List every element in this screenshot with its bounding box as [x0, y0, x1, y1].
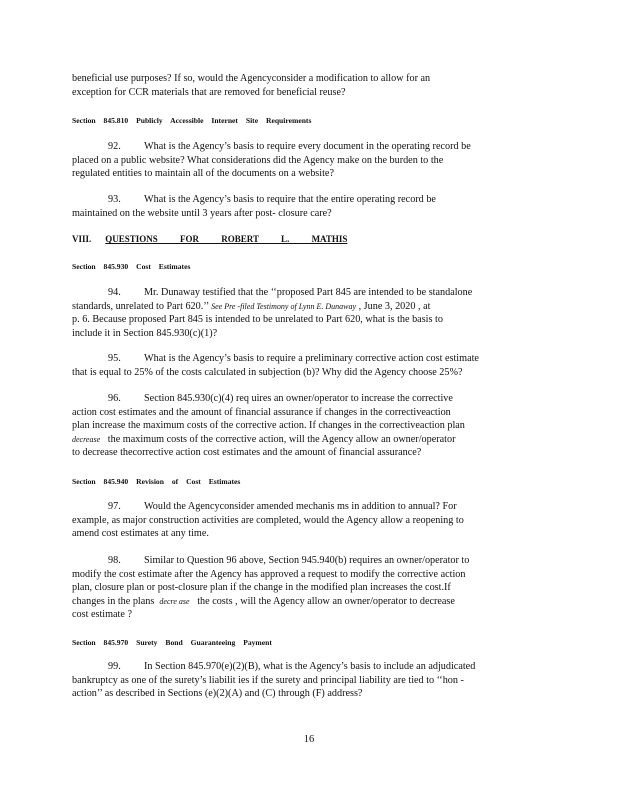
text-line: example, as major construction activities are completed, would the Agency allow a reopening to — [72, 514, 464, 526]
question-number: 94. — [108, 287, 121, 298]
text-line: bankruptcy as one of the surety’s liabilit ies if the surety and principal liability are tied to ‘‘hon - — [72, 674, 464, 686]
question-number: 96. — [108, 393, 121, 404]
section-title-viii — [72, 234, 360, 244]
intro-paragraph — [72, 72, 538, 99]
question-98 — [72, 554, 538, 622]
text-segment: the maximum costs of the corrective action, will the Agency allow an owner/operator — [107, 433, 456, 445]
text-segment: standards, unrelated to Part 620.’’ — [72, 300, 209, 312]
text-line: regulated entities to maintain all of the documents on a website? — [72, 168, 334, 180]
text-line: to decrease thecorrective action cost estimates and the amount of financial assurance? — [72, 447, 422, 459]
text-line: Similar to Question 96 above, Section 945.940(b) requires an owner/operator to — [144, 555, 470, 566]
text-line: action’’ as described in Sections (e)(2)(A) and (C) through (F) address? — [72, 688, 363, 700]
text-line: amend cost estimates at any time. — [72, 528, 209, 540]
text-line: cost estimate ? — [72, 609, 132, 621]
text-line: that is equal to 25% of the costs calculated in subjection (b)? Why did the Agency choose 25%? — [72, 366, 463, 378]
citation-italic: See Pre -filed Testimony of Lynn E. Dunaway — [211, 301, 357, 311]
question-97 — [72, 500, 538, 541]
text-line: action cost estimates and the amount of financial assurance if changes in the correctiveaction — [72, 406, 451, 418]
question-number: 99. — [108, 661, 121, 672]
section-heading-845-930: Section 845.930 Cost Estimates — [72, 262, 191, 271]
question-number: 95. — [108, 353, 121, 364]
question-number: 98. — [108, 555, 121, 566]
text-line: Would the Agencyconsider amended mechanis ms in addition to annual? For — [144, 501, 457, 512]
section-heading-845-810: Section 845.810 Publicly Accessible Internet Site Requirements — [72, 116, 312, 125]
text-line: beneficial use purposes? If so, would the Agencyconsider a modification to allow for an — [72, 73, 431, 84]
section-roman-numeral: VIII. — [72, 234, 92, 244]
section-heading-845-940: Section 845.940 Revision of Cost Estimates — [72, 477, 241, 486]
question-number: 93. — [108, 194, 121, 205]
text-line: plan increase the maximum costs of the corrective action. If changes in the correctiveaction plan — [72, 420, 465, 432]
question-95 — [72, 352, 538, 379]
text-line: Section 845.930(c)(4) req uires an owner/operator to increase the corrective — [144, 393, 453, 404]
text-line: What is the Agency’s basis to require that the entire operating record be — [144, 194, 436, 205]
text-segment: , June 3, 2020 , at — [358, 300, 431, 312]
text-line: plan, closure plan or post-closure plan if the change in the modified plan increases the cost.If — [72, 582, 451, 594]
question-93 — [72, 193, 538, 220]
text-line: p. 6. Because proposed Part 845 is intended to be unrelated to Part 620, what is the basis to — [72, 314, 443, 326]
italic-word: decre ase — [159, 596, 190, 606]
text-line: placed on a public website? What considerations did the Agency make on the burden to the — [72, 154, 444, 166]
question-92 — [72, 140, 538, 181]
text-line: modify the cost estimate after the Agency has approved a request to modify the corrective action — [72, 568, 466, 580]
text-line: maintained on the website until 3 years after post- closure care? — [72, 207, 332, 219]
text-line: exception for CCR materials that are removed for beneficial reuse? — [72, 86, 346, 98]
question-99 — [72, 660, 538, 701]
text-line: Mr. Dunaway testified that the ‘‘proposed Part 845 are intended to be standalone — [144, 287, 473, 298]
text-segment: the costs , will the Agency allow an owner/operator to decrease — [197, 595, 455, 607]
text-segment: changes in the plans — [72, 595, 155, 607]
text-line: include it in Section 845.930(c)(1)? — [72, 327, 218, 339]
section-title-text: QUESTIONS FOR ROBERT L. MATHIS — [105, 234, 348, 244]
text-line: In Section 845.970(e)(2)(B), what is the Agency’s basis to include an adjudicated — [144, 661, 476, 672]
question-96 — [72, 392, 538, 460]
question-94 — [72, 286, 538, 340]
question-number: 97. — [108, 501, 121, 512]
text-line: What is the Agency’s basis to require every document in the operating record be — [144, 141, 471, 152]
page-number: 16 — [303, 734, 315, 745]
section-heading-845-970: Section 845.970 Surety Bond Guaranteeing Payment — [72, 638, 272, 647]
question-number: 92. — [108, 141, 121, 152]
italic-word: decrease — [72, 434, 101, 444]
text-line: What is the Agency’s basis to require a preliminary corrective action cost estimate — [144, 353, 479, 364]
